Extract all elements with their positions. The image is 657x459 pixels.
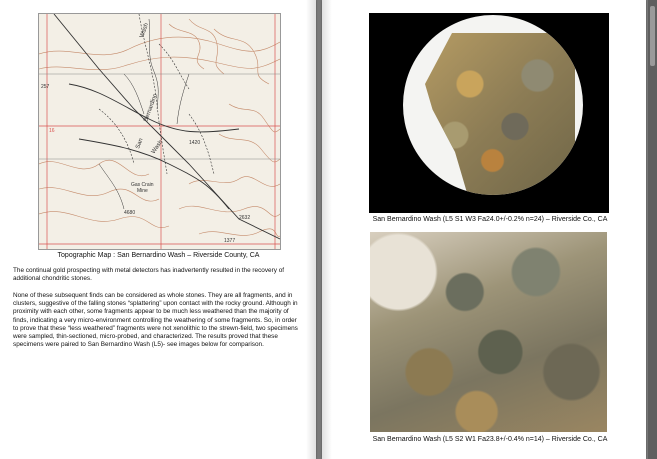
map-section-grid [39, 14, 280, 249]
map-label-1377: 1377 [224, 238, 236, 244]
microscope-field-of-view [403, 15, 583, 195]
left-page [0, 0, 316, 459]
page-gutter-shadow [322, 0, 332, 459]
specimen-photo-closeup [370, 232, 607, 432]
topographic-map-drawing [39, 14, 280, 249]
map-label-san: San [135, 137, 145, 150]
map-roads [54, 14, 280, 239]
map-contours [39, 19, 280, 236]
paragraph-recovery: The continual gold prospecting with metal detectors has inadvertently resulted in the recovery of additional chondritic stones. [13, 267, 285, 283]
map-label-mine: Mine [137, 188, 148, 194]
map-label-wash-mid: Wash [150, 139, 165, 156]
specimen-fragment-image [425, 33, 575, 195]
specimen-2-caption: San Bernardino Wash (L5 S2 W1 Fa23.8+/-0.4% n=14) – Riverside Co., CA [372, 436, 608, 443]
map-caption: Topographic Map : San Bernardino Wash – Riverside County, CA [57, 252, 260, 259]
specimen-1-caption: San Bernardino Wash (L5 S1 W3 Fa24.0+/-0.2% n=24) – Riverside Co., CA [372, 216, 608, 223]
vertical-scrollbar[interactable] [648, 0, 657, 459]
page-gutter-shadow [306, 0, 316, 459]
map-label-257: 257 [41, 84, 50, 90]
map-label-16: 16 [49, 128, 55, 134]
specimen-photo-micrograph [369, 13, 609, 213]
map-label-wash-top: Wash [139, 22, 151, 39]
topographic-map [38, 13, 281, 250]
map-drainages [99, 19, 189, 209]
map-label-2632: 2632 [239, 215, 251, 221]
map-label-gas-crain: Gas Crain [131, 182, 154, 188]
map-label-bernardino: Bernardino [143, 93, 159, 123]
paragraph-fragments: None of these subsequent finds can be considered as whole stones. They are all fragments, and in clusters, suggestive of the falling stones “splattering” upon contact with the rocky ground. Although in proximity with each other, some fragments appear to be much less weathered than the majority of finds, indicating a very micro-environment controlling the weathering of some fragments. So, in order to prove that these “less weathered” fragments were not xenolithic to the strewn-field, two specimens were sampled, thin-sectioned, micro-probed, and characterized. The results proved that these specimens were paired to San Bernardino Wash (L5)- see images below for comparison. [13, 292, 298, 349]
map-label-4680: 4680 [124, 210, 136, 216]
map-label-1420: 1420 [189, 140, 201, 146]
scrollbar-thumb[interactable] [650, 6, 655, 66]
